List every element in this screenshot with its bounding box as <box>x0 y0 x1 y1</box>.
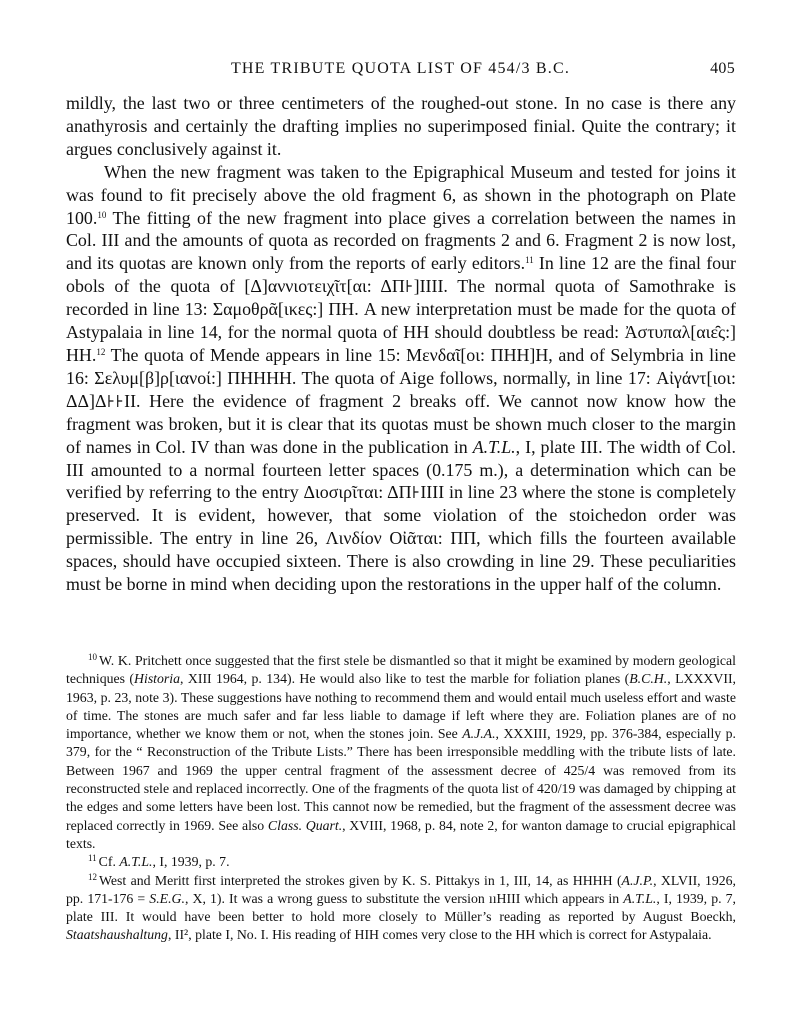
citation-atl-12: A.T.L. <box>623 890 657 906</box>
footnote-10-text-c: , LXXXVII, 1963, p. 23, note 3). These suggestions have nothing to recommend them and would entail much useless effort and waste of time. The stones are much safer and far less liable to damage if left where they are. Foliation planes are of no importance, whether we know them or not, when the stones join. See <box>66 671 736 742</box>
paragraph-2-part-b: The fitting of the new fragment into place gives a correlation between the names in Col. III and the amounts of quota as recorded on fragments 2 and 6. Fragment 2 is now lost, and its quotas are known only from the reports of early editors. <box>66 207 736 274</box>
citation-staatshaushaltung: Staatshaushaltung <box>66 927 168 943</box>
paragraph-2-part-c: In line 12 are the final four obols of the quota of [Δ]αννιοτειχῖτ[αι: ΔΠ꜔]IIII. The normal quota of Samothrake is recorded in line 13: Σαμοθρᾶ[ικες:] ΠΗ. A new interpretation must be made for the quota of Astypalaia in line 14, for the normal quota of HH should doubtless be read: Ἀστυπαλ[αιε̑ς:] HH. <box>66 253 736 365</box>
footnote-12-text-b: , XLVII, 1926, pp. 171-176 = <box>66 872 736 906</box>
footnote-12-text-c: , X, 1). It was a wrong guess to substitute the version ııHIII which appears in <box>184 890 624 906</box>
footnote-12-text-e: , II², plate I, No. I. His reading of HIH comes very close to the HH which is correct for Astypalaia. <box>167 927 712 943</box>
citation-bch: B.C.H. <box>629 671 668 687</box>
citation-class-quart: Class. Quart. <box>267 817 343 833</box>
paragraph-2-part-d: The quota of Mende appears in line 15: Μενδαῖ[οι: ΠHH]H, and of Selymbria in line 16: Σελυμ[β]ρ[ιανοί:] ΠHHHH. The quota of Aige follows, normally, in line 17: Αἰγάντ[ιοι: ΔΔ]Δ꜔꜔II. Here the evidence of fragment 2 breaks off. We cannot now know how the fragment was broken, but it is clear that its quotas must be shown much closer to the margin of names in Col. IV than was done in the publication in <box>66 344 736 457</box>
footnote-11-text-b: , I, 1939, p. 7. <box>152 854 230 870</box>
paragraph-1: mildly, the last two or three centimeters of the roughed-out stone. In no case is there any anathyrosis and certainly the drafting implies no superimposed finial. Quite the contrary; it argues conclusively against it. <box>66 93 736 159</box>
main-text <box>66 92 736 596</box>
footnote-11-text-a: Cf. <box>98 854 120 870</box>
paragraph-2 <box>66 161 736 596</box>
footnote-10-mark: 10 <box>88 652 97 662</box>
footnote-ref-11[interactable]: 11 <box>525 255 534 266</box>
citation-aja: A.J.A. <box>462 726 496 742</box>
footnote-ref-10[interactable]: 10 <box>97 209 107 220</box>
footnote-10-text-d: , XXXIII, 1929, pp. 376-384, especially p. 379, for the “ Reconstruction of the Tribute Lists.” There has been irresponsible meddling with the tribute lists of late. Between 1967 and 1969 the upper central fragment of the assessment decree of 425/4 was removed from its reconstructed stele and replaced incorrectly. One of the fragments of the quota list of 420/19 was damaged by chipping at the edges and some letters have been lost. This cannot now be remedied, but the fragment of the assessment decree was replaced correctly in 1969. See also <box>66 726 736 833</box>
running-title: THE TRIBUTE QUOTA LIST OF 454/3 B.C. <box>230 60 571 77</box>
footnote-12-mark: 12 <box>88 871 97 882</box>
paragraph-2-part-e: , I, plate III. The width of Col. III amounted to a normal fourteen letter spaces (0.175 m.), a determination which can be verified by referring to the entry Διοσιρῖται: ΔΠ꜔IIII in line 23 where the stone is completely preserved. It is evident, however, that some violation of the stoichedon order was permissible. The entry in line 26, Λινδίον Οἰᾶται: ΠΠ, which fills the fourteen available spaces, should have occupied sixteen. There is also crowding in line 29. These peculiarities must be borne in mind when deciding upon the restorations in the upper half of the column. <box>66 436 736 595</box>
footnote-11 <box>66 853 736 871</box>
footnote-10-text-e: , XVIII, 1968, p. 84, note 2, for wanton damage to crucial epigraphical texts. <box>66 817 737 851</box>
footnote-ref-12[interactable]: 12 <box>96 346 106 357</box>
citation-seg: S.E.G. <box>149 890 185 906</box>
footnotes <box>66 652 736 945</box>
citation-ajp: A.J.P. <box>621 872 654 888</box>
citation-atl-11: A.T.L. <box>119 854 153 870</box>
footnote-12-text-a: West and Meritt first interpreted the strokes given by K. S. Pittakys in 1, III, 14, as HHHH ( <box>99 872 622 888</box>
footnote-12 <box>66 872 736 945</box>
footnote-10 <box>66 652 736 853</box>
citation-historia: Historia <box>134 671 181 687</box>
footnote-11-mark: 11 <box>88 853 97 864</box>
footnote-12-text-d: , I, 1939, p. 7, plate III. It would have been better to hold more closely to Müller’s reading as reported by August Boeckh, <box>66 890 736 925</box>
paragraph-2-part-a: When the new fragment was taken to the Epigraphical Museum and tested for joins it was found to fit precisely above the old fragment 6, as shown in the photograph on Plate 100. <box>66 161 736 228</box>
citation-atl: A.T.L. <box>472 436 516 457</box>
running-header <box>66 60 735 84</box>
page-number: 405 <box>710 60 735 77</box>
footnote-10-text-a: W. K. Pritchett once suggested that the first stele be dismantled so that it might be examined by modern geological techniques ( <box>66 653 736 687</box>
footnote-10-text-b: , XIII 1964, p. 134). He would also like to test the marble for foliation planes ( <box>180 671 630 687</box>
